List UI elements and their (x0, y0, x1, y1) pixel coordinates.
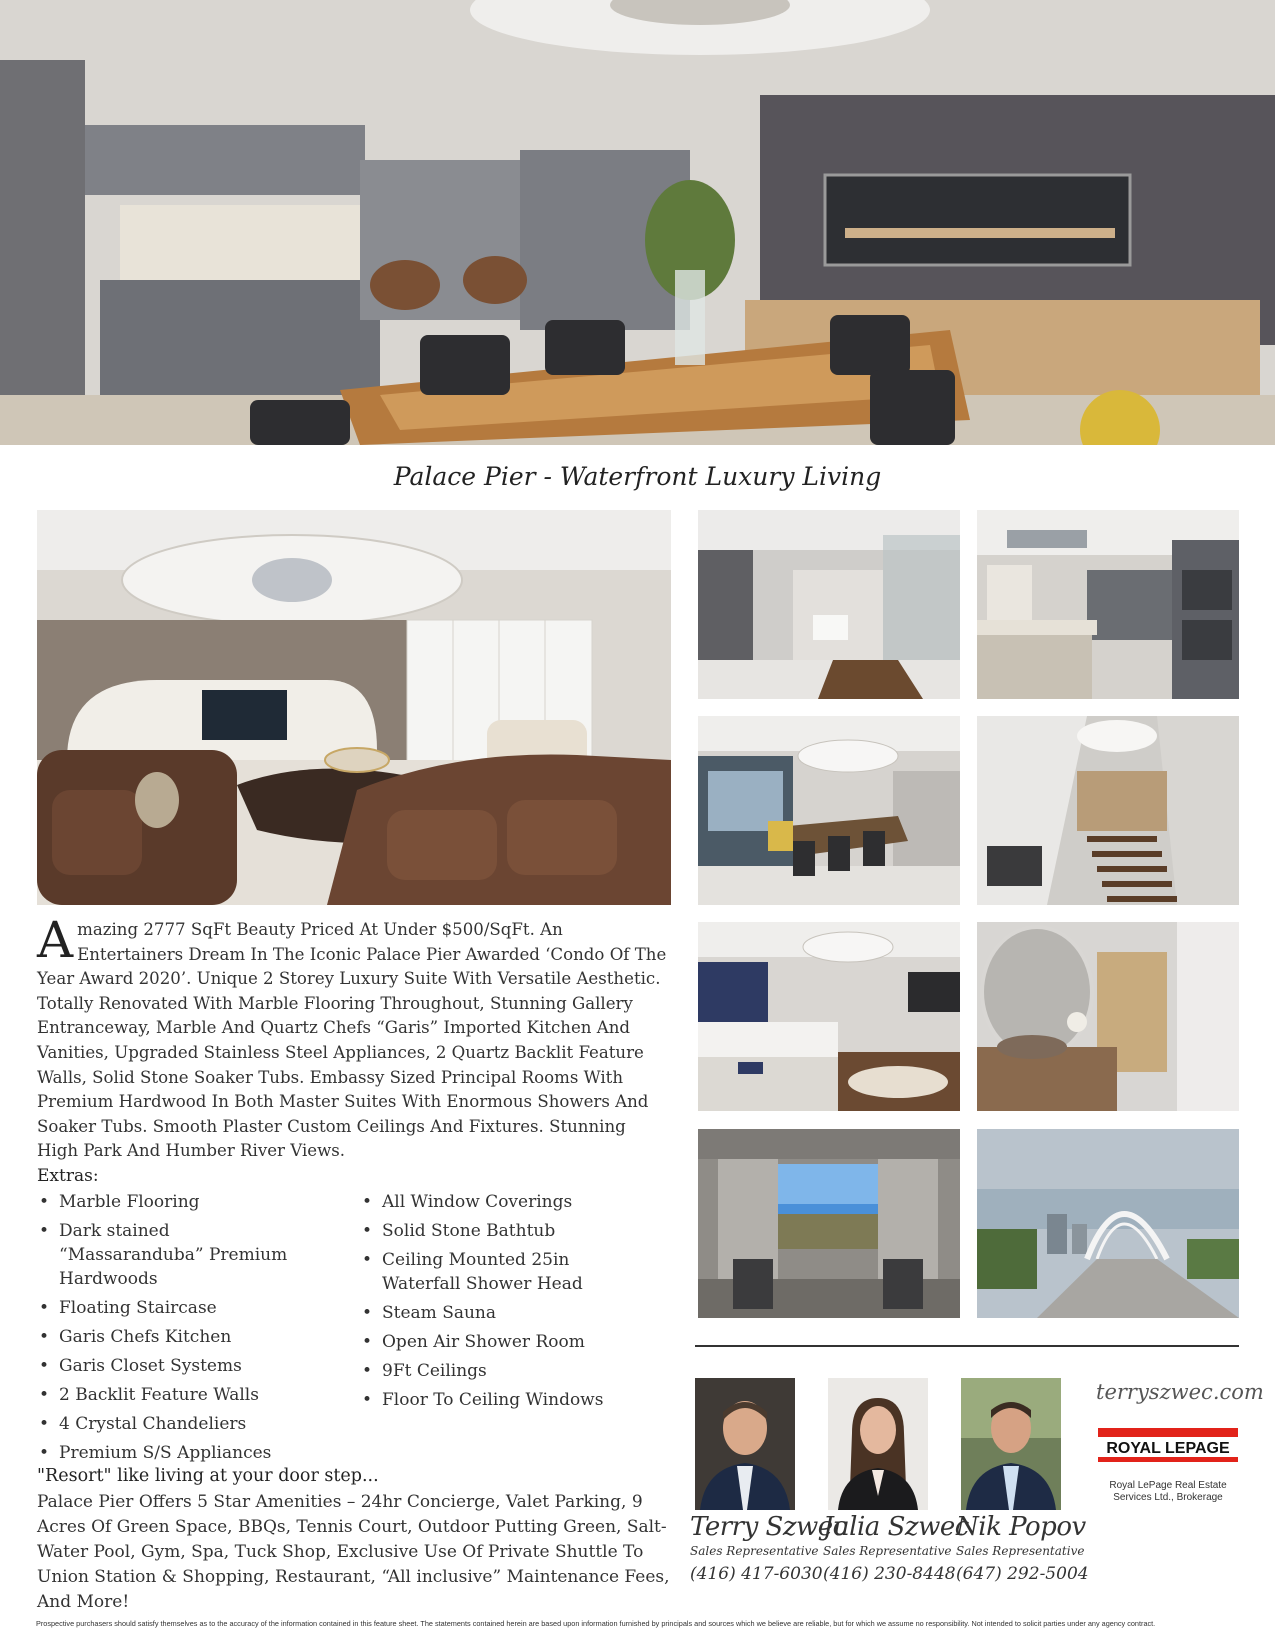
list-item: • Open Air Shower Room (360, 1330, 660, 1354)
list-item: • Garis Closet Systems (37, 1354, 337, 1378)
agent-card-julia (823, 1378, 969, 1584)
list-item: • Garis Chefs Kitchen (37, 1325, 337, 1349)
agent-portrait (828, 1378, 928, 1510)
royal-lepage-logo (1098, 1428, 1238, 1462)
agent-role: Sales Representative (690, 1544, 819, 1558)
extras-list-right (360, 1190, 660, 1417)
extras-title: Extras: (37, 1166, 99, 1186)
agent-phone[interactable]: (416) 417-6030 (690, 1564, 823, 1584)
list-item: • 4 Crystal Chandeliers (37, 1412, 337, 1436)
resort-amenities-text: Palace Pier Offers 5 Star Amenities – 24hr Concierge, Valet Parking, 9 Acres Of Green Space, BBQs, Tennis Court, Outdoor Putting Green, Salt-Water Pool, Gym, Spa, Tuck Shop, Exclusive Use Of Private Shuttle To Union Station & Shopping, Restaurant, “All inclusive” Maintenance Fees, And More! (37, 1492, 670, 1612)
agent-phone[interactable]: (647) 292-5004 (956, 1564, 1089, 1584)
agent-phone[interactable]: (416) 230-8448 (823, 1564, 956, 1584)
thumb-gallery-staircase (698, 510, 960, 699)
thumb-ensuite-bathroom (977, 922, 1239, 1111)
website-link[interactable]: terryszwec.com (1096, 1380, 1264, 1404)
listing-description (37, 911, 667, 1164)
legal-disclaimer: Prospective purchasers should satisfy themselves as to the accuracy of the information contained in this feature sheet. The statements contained herein are based upon information furnished by principals and sources which we believe are reliable, but for which we assume no responsibility. Not intended to solicit parties under any agency contract. (36, 1619, 1156, 1628)
list-item: • Ceiling Mounted 25in Waterfall Shower Head (360, 1248, 647, 1296)
list-item: • 2 Backlit Feature Walls (37, 1383, 337, 1407)
description-body: mazing 2777 SqFt Beauty Priced At Under $500/SqFt. An Entertainers Dream In The Iconic Palace Pier Awarded ‘Condo Of The Year Award 2020’. Unique 2 Storey Luxury Suite With Versatile Aesthetic. Totally Renovated With Marble Flooring Throughout, Stunning Gallery Entranceway, Marble And Quartz Chefs “Garis” Imported Kitchen And Vanities, Upgraded Stainless Steel Appliances, 2 Quartz Backlit Feature Walls, Solid Stone Soaker Tubs. Embassy Sized Principal Rooms With Premium Hardwood In Both Master Suites With Enormous Showers And Soaker Tubs. Smooth Plaster Custom Ceilings And Fixtures. Stunning High Park And Humber River Views. (37, 920, 667, 1161)
thumb-kitchen (977, 510, 1239, 699)
list-item: • Floor To Ceiling Windows (360, 1388, 660, 1412)
agent-name: Nik Popov (956, 1512, 1086, 1542)
drop-cap: A (37, 911, 74, 969)
living-room-photo (37, 510, 671, 905)
thumb-master-bedroom (698, 922, 960, 1111)
agent-role: Sales Representative (823, 1544, 952, 1558)
list-item: • Premium S/S Appliances (37, 1441, 337, 1465)
agent-card-terry (690, 1378, 847, 1584)
list-item: • Floating Staircase (37, 1296, 337, 1320)
list-item: • Marble Flooring (37, 1190, 337, 1214)
list-item: • Solid Stone Bathtub (360, 1219, 660, 1243)
agent-name: Terry Szwec (690, 1512, 847, 1542)
brokerage-name: Royal LePage Real Estate Services Ltd., Brokerage (1109, 1480, 1227, 1503)
list-item: • Dark stained “Massaranduba” Premium Hardwoods (37, 1219, 304, 1291)
listing-subtitle: Palace Pier - Waterfront Luxury Living (393, 462, 882, 491)
list-item: • All Window Coverings (360, 1190, 660, 1214)
hero-photo-dining-kitchen (0, 0, 1275, 445)
agent-role: Sales Representative (956, 1544, 1085, 1558)
list-item: • 9Ft Ceilings (360, 1359, 660, 1383)
resort-heading: "Resort" like living at your door step... (37, 1466, 379, 1486)
thumb-floating-staircase (977, 716, 1239, 905)
extras-list-left (37, 1190, 337, 1470)
logo-text: ROYAL LEPAGE (1106, 1440, 1230, 1457)
agent-name: Julia Szwec (823, 1512, 969, 1542)
thumb-balcony-view (698, 1129, 960, 1318)
list-item: • Steam Sauna (360, 1301, 660, 1325)
thumb-humber-bridge (977, 1129, 1239, 1318)
agent-card-nik (956, 1378, 1089, 1584)
section-divider (695, 1345, 1239, 1347)
thumb-dining-room (698, 716, 960, 905)
agent-portrait (695, 1378, 795, 1510)
agent-portrait (961, 1378, 1061, 1510)
